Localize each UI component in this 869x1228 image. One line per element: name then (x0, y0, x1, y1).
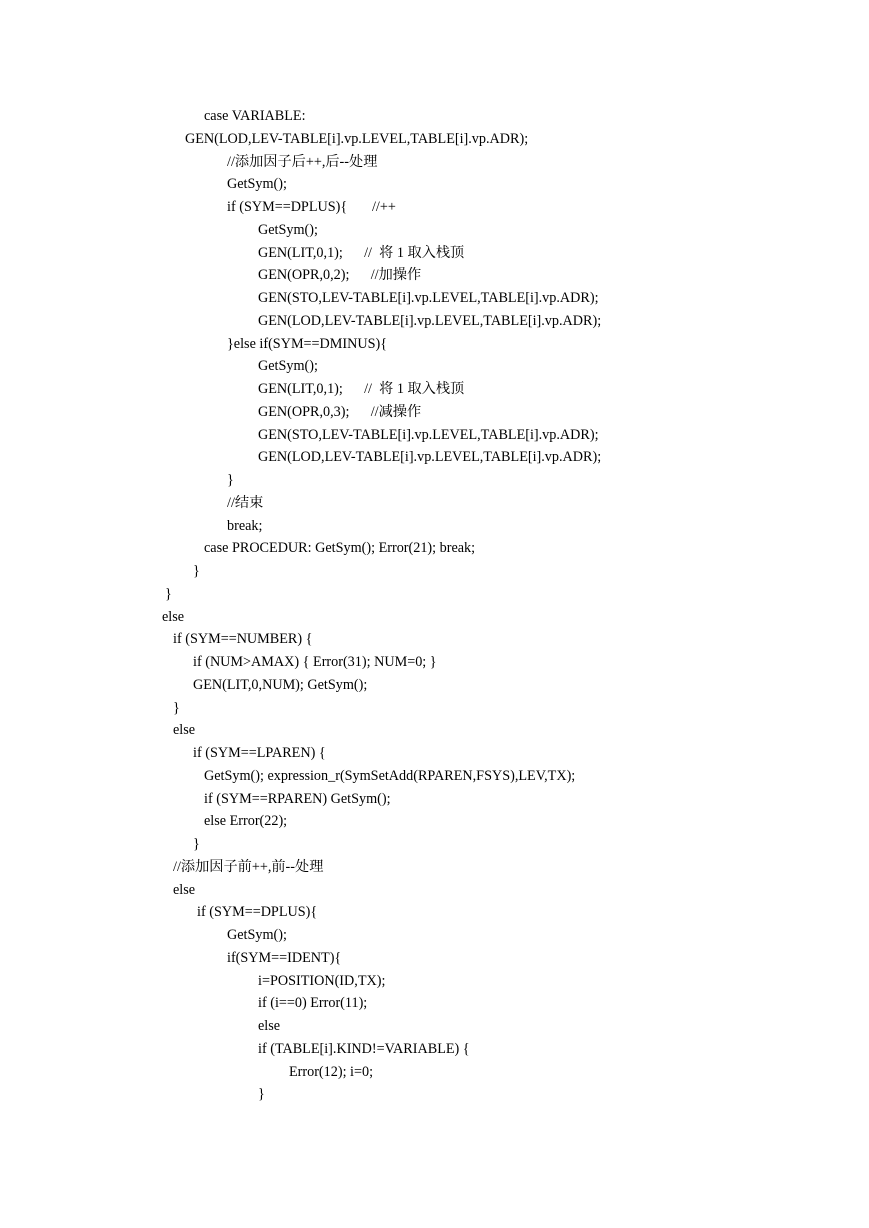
code-text: if (SYM==DPLUS){ (197, 904, 318, 921)
code-text: GEN(OPR,0,3); //减操作 (258, 403, 422, 420)
code-text: GetSym(); (227, 927, 287, 943)
code-text: if (SYM==LPAREN) { (193, 745, 326, 761)
code-text: case PROCEDUR: GetSym(); Error(21); break; (204, 540, 476, 557)
code-text: GEN(STO,LEV-TABLE[i].vp.LEVEL,TABLE[i].vp.ADR); (258, 426, 599, 443)
code-text: //添加因子后++,后--处理 (227, 153, 378, 170)
code-text: } (227, 472, 234, 488)
code-text: }else if(SYM==DMINUS){ (227, 335, 388, 352)
code-text: if (NUM>AMAX) { Error(31); NUM=0; } (193, 654, 437, 670)
code-text: GEN(LOD,LEV-TABLE[i].vp.LEVEL,TABLE[i].vp.ADR); (258, 312, 602, 329)
code-text: else (258, 1018, 281, 1034)
code-text: GEN(STO,LEV-TABLE[i].vp.LEVEL,TABLE[i].vp.ADR); (258, 290, 599, 306)
code-text: GEN(LIT,0,1); // 将 1 取入栈顶 (258, 381, 465, 397)
code-text: Error(12); i=0; (289, 1063, 374, 1080)
code-text: GEN(OPR,0,2); //加操作 (258, 267, 422, 284)
code-text: if(SYM==IDENT){ (227, 949, 342, 966)
code-text: if (i==0) Error(11); (258, 995, 368, 1012)
code-text: if (SYM==RPAREN) GetSym(); (204, 790, 391, 807)
code-text: if (SYM==NUMBER) { (173, 631, 313, 648)
code-text: } (258, 1086, 265, 1103)
code-text: break; (227, 517, 263, 534)
code-text: else Error(22); (204, 813, 288, 830)
code-text: GEN(LOD,LEV-TABLE[i].vp.LEVEL,TABLE[i].vp.ADR); (185, 130, 529, 147)
code-text: GetSym(); (227, 176, 287, 193)
code-text: } (165, 585, 172, 602)
code-text: GEN(LOD,LEV-TABLE[i].vp.LEVEL,TABLE[i].vp.ADR); (258, 449, 602, 466)
code-text: if (TABLE[i].KIND!=VARIABLE) { (258, 1040, 470, 1057)
code-text: GetSym(); (258, 221, 318, 238)
code-text: } (173, 699, 180, 716)
code-text: GEN(LIT,0,NUM); GetSym(); (193, 676, 368, 693)
code-text: } (193, 836, 200, 852)
code-text: //添加因子前++,前--处理 (173, 858, 324, 875)
code-text: i=POSITION(ID,TX); (258, 972, 386, 989)
code-text: } (193, 563, 200, 579)
code-text: GetSym(); (258, 358, 318, 375)
code-text: else (173, 722, 196, 739)
code-text: if (SYM==DPLUS){ //++ (227, 199, 396, 215)
code-text: else (162, 608, 185, 625)
code-text: //结束 (227, 494, 264, 511)
code-text: GEN(LIT,0,1); // 将 1 取入栈顶 (258, 244, 465, 261)
code-text: GetSym(); expression_r(SymSetAdd(RPAREN,FSYS),LEV,TX); (204, 767, 576, 784)
code-text: case VARIABLE: (204, 108, 306, 124)
code-text: else (173, 881, 196, 898)
